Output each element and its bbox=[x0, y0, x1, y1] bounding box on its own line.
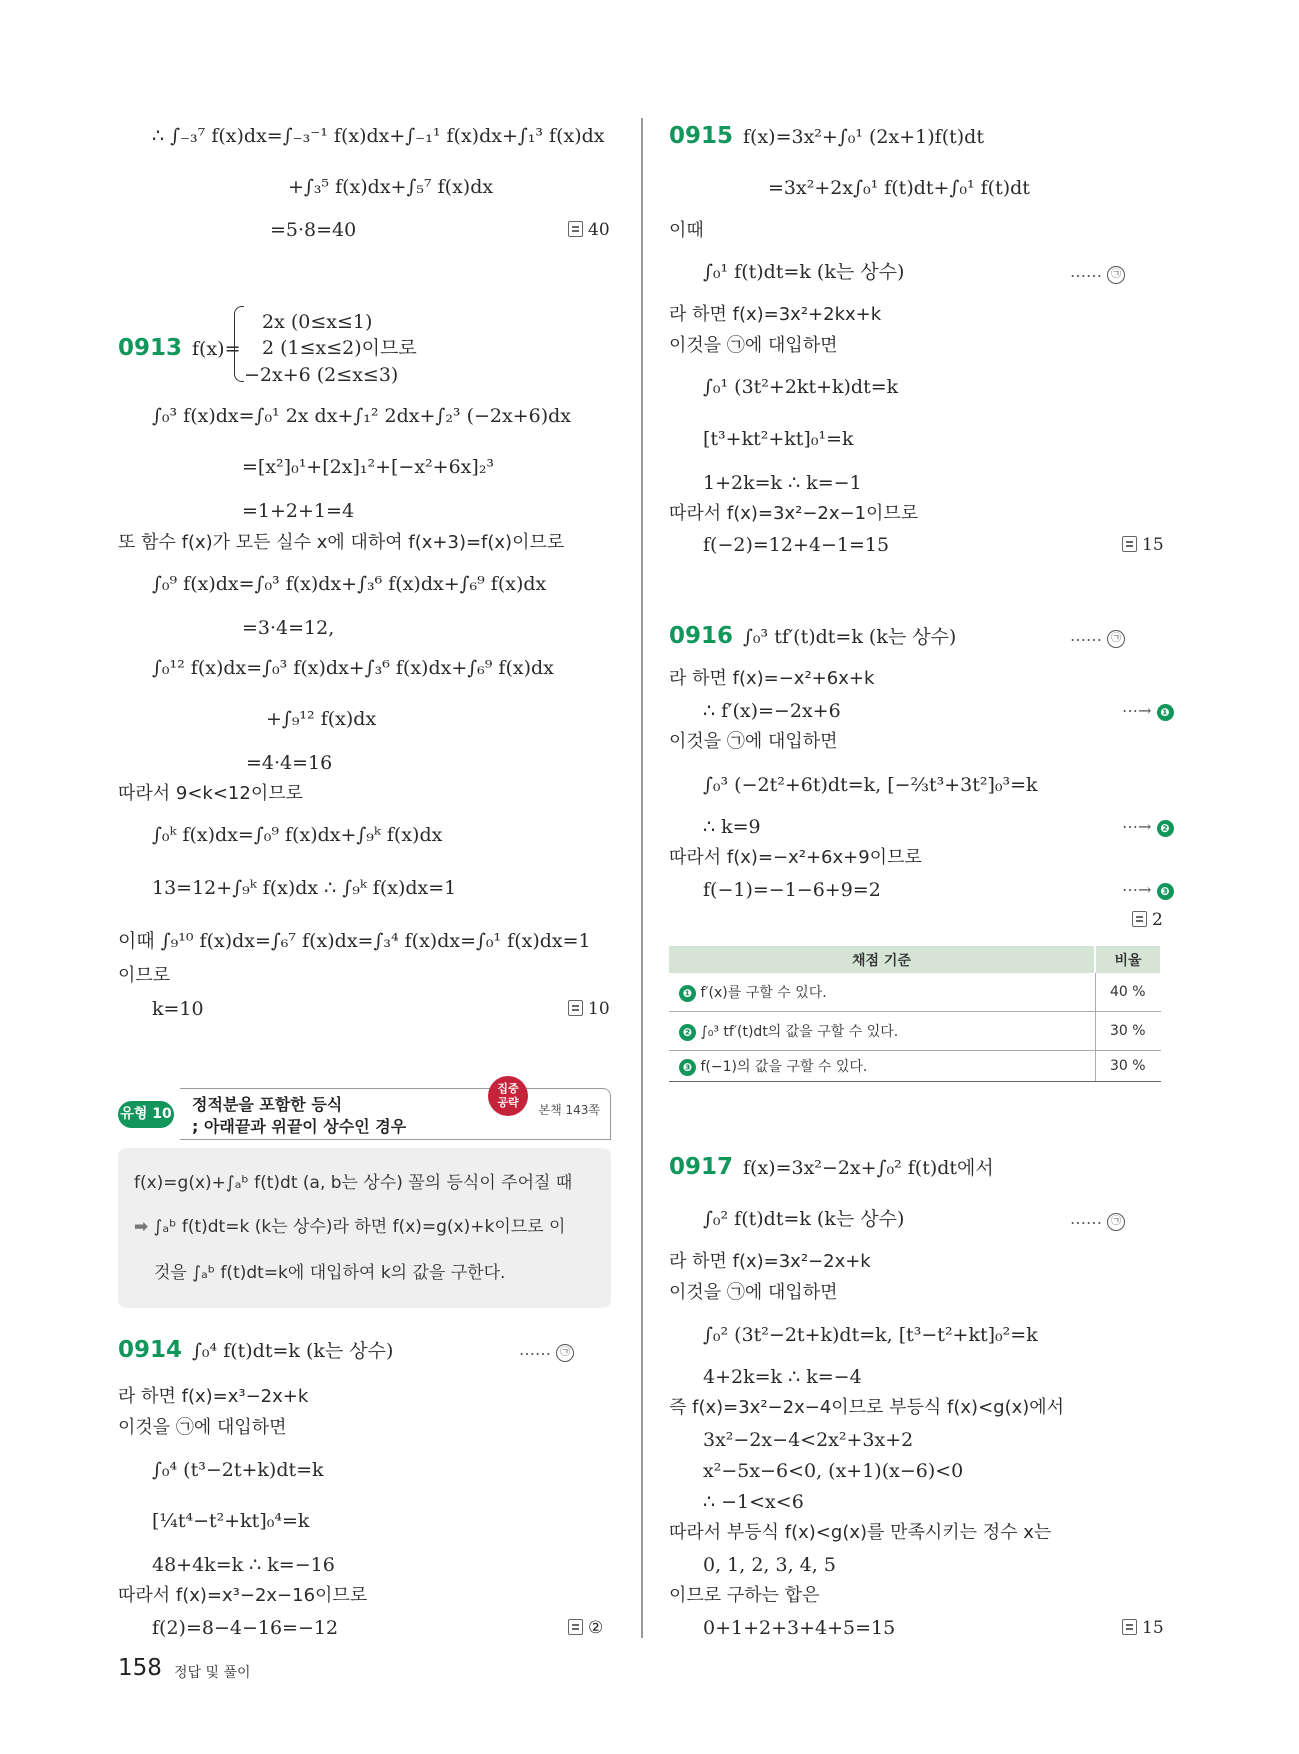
column-divider bbox=[641, 118, 643, 1638]
circled-label-icon: ㉠ bbox=[556, 1344, 574, 1362]
table-cell: 40 % bbox=[1095, 973, 1161, 1012]
answer-mark: 10 bbox=[568, 999, 610, 1019]
text-line: 따라서 f(x)=3x²−2x−1이므로 bbox=[669, 503, 919, 524]
text-line: 따라서 부등식 f(x)<g(x)를 만족시키는 정수 x는 bbox=[669, 1522, 1052, 1543]
math-line: ∴ −1<x<6 bbox=[703, 1491, 804, 1513]
table-row bbox=[669, 973, 1161, 1012]
math-line: ∴ k=9 bbox=[703, 816, 761, 838]
text-line: 이것을 ㉠에 대입하면 bbox=[669, 335, 838, 356]
type-badge: 유형 10 bbox=[118, 1101, 174, 1128]
math-line: =1+2+1=4 bbox=[242, 500, 355, 522]
text-line: 즉 f(x)=3x²−2x−4이므로 부등식 f(x)<g(x)에서 bbox=[669, 1397, 1065, 1418]
type-subtitle: ; 아래끝과 위끝이 상수인 경우 bbox=[192, 1117, 407, 1136]
problem-number: 0914 bbox=[118, 1337, 183, 1363]
problem-0913-header: 0913 f(x)= bbox=[118, 335, 241, 361]
circled-label-icon: ㉠ bbox=[1107, 1213, 1125, 1231]
math-line: =4·4=16 bbox=[246, 752, 333, 774]
math-line: ∫₀³ (−2t²+6t)dt=k, [−⅔t³+3t²]₀³=k bbox=[703, 774, 1038, 796]
problem-0914-header: 0914 ∫₀⁴ f(t)dt=k (k는 상수) bbox=[118, 1337, 394, 1363]
step-1-icon: ❶ bbox=[1157, 704, 1174, 721]
problem-number: 0915 bbox=[669, 123, 734, 149]
math-line: ∴ f′(x)=−2x+6 bbox=[703, 700, 841, 722]
math-line: ∫₀ᵏ f(x)dx=∫₀⁹ f(x)dx+∫₉ᵏ f(x)dx bbox=[152, 824, 443, 846]
step-1-icon: ❶ bbox=[679, 985, 696, 1002]
math-line: ∫₀⁴ (t³−2t+k)dt=k bbox=[152, 1459, 324, 1481]
text-line: 라 하면 f(x)=3x²+2kx+k bbox=[669, 304, 882, 325]
answer-mark: 40 bbox=[568, 220, 610, 240]
type-header bbox=[118, 1082, 613, 1138]
step-marker: ⋯→ ❸ bbox=[1122, 880, 1174, 900]
text-line: 이것을 ㉠에 대입하면 bbox=[669, 731, 838, 752]
table-cell: 30 % bbox=[1095, 1012, 1161, 1051]
table-header: 채점 기준 bbox=[669, 946, 1095, 973]
math-line: [t³+kt²+kt]₀¹=k bbox=[703, 428, 854, 450]
problem-number: 0913 bbox=[118, 335, 183, 361]
math-line: 1+2k=k ∴ k=−1 bbox=[703, 472, 862, 494]
math-line: =[x²]₀¹+[2x]₁²+[−x²+6x]₂³ bbox=[242, 456, 495, 478]
math-line: 48+4k=k ∴ k=−16 bbox=[152, 1554, 335, 1576]
table-row bbox=[669, 1012, 1161, 1051]
text-line: 라 하면 f(x)=−x²+6x+k bbox=[669, 668, 875, 689]
piecewise-case: 2x (0≤x≤1) bbox=[262, 311, 373, 333]
text-line: 이것을 ㉠에 대입하면 bbox=[669, 1282, 838, 1303]
problem-number: 0917 bbox=[669, 1154, 734, 1180]
table-row bbox=[669, 1051, 1161, 1082]
tip-line: 것을 ∫ₐᵇ f(t)dt=k에 대입하여 k의 값을 구한다. bbox=[154, 1263, 506, 1283]
math-line: =3·4=12, bbox=[242, 617, 335, 639]
text-line: 이것을 ㉠에 대입하면 bbox=[118, 1417, 287, 1438]
math-line: ∫₀⁹ f(x)dx=∫₀³ f(x)dx+∫₃⁶ f(x)dx+∫₆⁹ f(x)dx bbox=[152, 573, 547, 595]
answer-mark: 15 bbox=[1122, 1618, 1164, 1638]
text-line: 이때 bbox=[669, 220, 704, 241]
math-line: f(−1)=−1−6+9=2 bbox=[703, 879, 881, 901]
answer-icon bbox=[1132, 911, 1147, 927]
answer-icon bbox=[568, 221, 583, 237]
page-number: 158 bbox=[118, 1655, 162, 1681]
math-line: f(2)=8−4−16=−12 bbox=[152, 1617, 339, 1639]
equation-label: …… ㉠ bbox=[519, 1340, 574, 1362]
math-line: ∫₀¹ (3t²+2kt+k)dt=k bbox=[703, 376, 899, 398]
table-cell: 30 % bbox=[1095, 1051, 1161, 1082]
circled-label-icon: ㉠ bbox=[1107, 266, 1125, 284]
text-line: 이므로 bbox=[118, 965, 171, 986]
piecewise-case: 2 (1≤x≤2)이므로 bbox=[262, 337, 417, 359]
math-line: 3x²−2x−4<2x²+3x+2 bbox=[703, 1429, 914, 1451]
problem-0917-header: 0917 f(x)=3x²−2x+∫₀² f(t)dt에서 bbox=[669, 1154, 994, 1180]
math-line: ∫₀¹ f(t)dt=k (k는 상수) bbox=[703, 261, 905, 283]
table-cell: ❶ f′(x)를 구할 수 있다. bbox=[669, 973, 1095, 1012]
text-line: 따라서 f(x)=−x²+6x+9이므로 bbox=[669, 847, 922, 868]
math-line: +∫₃⁵ f(x)dx+∫₅⁷ f(x)dx bbox=[288, 176, 494, 198]
answer-mark: 2 bbox=[1132, 910, 1163, 930]
math-line: f(−2)=12+4−1=15 bbox=[703, 534, 890, 556]
answer-mark: ② bbox=[568, 1618, 603, 1638]
text-line: 또 함수 f(x)가 모든 실수 x에 대하여 f(x+3)=f(x)이므로 bbox=[118, 532, 565, 553]
focus-badge: 집중 공략 bbox=[488, 1076, 528, 1116]
text-line: 라 하면 f(x)=3x²−2x+k bbox=[669, 1251, 871, 1272]
answer-icon bbox=[1122, 1619, 1137, 1635]
math-line: k=10 bbox=[152, 998, 204, 1020]
math-line: =3x²+2x∫₀¹ f(t)dt+∫₀¹ f(t)dt bbox=[768, 177, 1030, 199]
step-2-icon: ❷ bbox=[679, 1024, 696, 1041]
page-label: 정답 및 풀이 bbox=[174, 1665, 251, 1681]
table-header: 비율 bbox=[1095, 946, 1161, 973]
text-line: 라 하면 f(x)=x³−2x+k bbox=[118, 1386, 309, 1407]
math-line: ∴ ∫₋₃⁷ f(x)dx=∫₋₃⁻¹ f(x)dx+∫₋₁¹ f(x)dx+∫₁³ f(x)dx bbox=[152, 125, 605, 147]
math-line: 4+2k=k ∴ k=−4 bbox=[703, 1366, 862, 1388]
text-line: 따라서 f(x)=x³−2x−16이므로 bbox=[118, 1585, 368, 1606]
tip-box bbox=[118, 1148, 611, 1308]
circled-label-icon: ㉠ bbox=[1107, 630, 1125, 648]
problem-0916-header: 0916 ∫₀³ tf′(t)dt=k (k는 상수) bbox=[669, 623, 957, 649]
tip-line: f(x)=g(x)+∫ₐᵇ f(t)dt (a, b는 상수) 꼴의 등식이 주어질 때 bbox=[134, 1173, 573, 1193]
step-2-icon: ❷ bbox=[1157, 820, 1174, 837]
math-line: ∫₀¹² f(x)dx=∫₀³ f(x)dx+∫₃⁶ f(x)dx+∫₆⁹ f(x)dx bbox=[152, 657, 554, 679]
step-3-icon: ❸ bbox=[1157, 883, 1174, 900]
math-line: [¼t⁴−t²+kt]₀⁴=k bbox=[152, 1510, 310, 1532]
text-line: 따라서 9<k<12이므로 bbox=[118, 783, 303, 804]
type-title: 정적분을 포함한 등식 bbox=[192, 1095, 343, 1114]
math-line: =5·8=40 bbox=[270, 219, 357, 241]
equation-label: …… ㉠ bbox=[1070, 1209, 1125, 1231]
math-line: ∫₀² f(t)dt=k (k는 상수) bbox=[703, 1208, 905, 1230]
math-line: 0+1+2+3+4+5=15 bbox=[703, 1617, 896, 1639]
answer-icon bbox=[1122, 536, 1137, 552]
math-line: ∫₀² (3t²−2t+k)dt=k, [t³−t²+kt]₀²=k bbox=[703, 1324, 1038, 1346]
math-line: 이때 ∫₉¹⁰ f(x)dx=∫₆⁷ f(x)dx=∫₃⁴ f(x)dx=∫₀¹ f(x)dx=1 bbox=[118, 930, 591, 952]
table-cell: ❸ f(−1)의 값을 구할 수 있다. bbox=[669, 1051, 1095, 1082]
answer-icon bbox=[568, 1619, 583, 1635]
math-line: x²−5x−6<0, (x+1)(x−6)<0 bbox=[703, 1460, 964, 1482]
right-arrow-icon: ➡ bbox=[134, 1217, 149, 1237]
equation-label: …… ㉠ bbox=[1070, 626, 1125, 648]
math-line: 13=12+∫₉ᵏ f(x)dx ∴ ∫₉ᵏ f(x)dx=1 bbox=[152, 877, 457, 899]
scoring-table bbox=[669, 946, 1162, 1082]
step-marker: ⋯→ ❷ bbox=[1122, 817, 1174, 837]
tip-line: ➡ ∫ₐᵇ f(t)dt=k (k는 상수)라 하면 f(x)=g(x)+k이므로 이 bbox=[134, 1217, 566, 1237]
math-line: 0, 1, 2, 3, 4, 5 bbox=[703, 1554, 836, 1576]
text-line: 이므로 구하는 합은 bbox=[669, 1585, 820, 1606]
equation-label: …… ㉠ bbox=[1070, 262, 1125, 284]
problem-number: 0916 bbox=[669, 623, 734, 649]
piecewise-case: −2x+6 (2≤x≤3) bbox=[244, 364, 399, 386]
textbook-reference: 본책 143쪽 bbox=[538, 1103, 600, 1117]
piecewise-brace bbox=[234, 306, 244, 382]
step-3-icon: ❸ bbox=[679, 1059, 696, 1076]
table-cell: ❷ ∫₀³ tf′(t)dt의 값을 구할 수 있다. bbox=[669, 1012, 1095, 1051]
math-line: ∫₀³ f(x)dx=∫₀¹ 2x dx+∫₁² 2dx+∫₂³ (−2x+6)dx bbox=[152, 405, 572, 427]
math-line: +∫₉¹² f(x)dx bbox=[266, 708, 377, 730]
step-marker: ⋯→ ❶ bbox=[1122, 701, 1174, 721]
problem-0915-header: 0915 f(x)=3x²+∫₀¹ (2x+1)f(t)dt bbox=[669, 123, 984, 149]
answer-icon bbox=[568, 1000, 583, 1016]
type-title-box bbox=[180, 1088, 611, 1140]
answer-mark: 15 bbox=[1122, 535, 1164, 555]
